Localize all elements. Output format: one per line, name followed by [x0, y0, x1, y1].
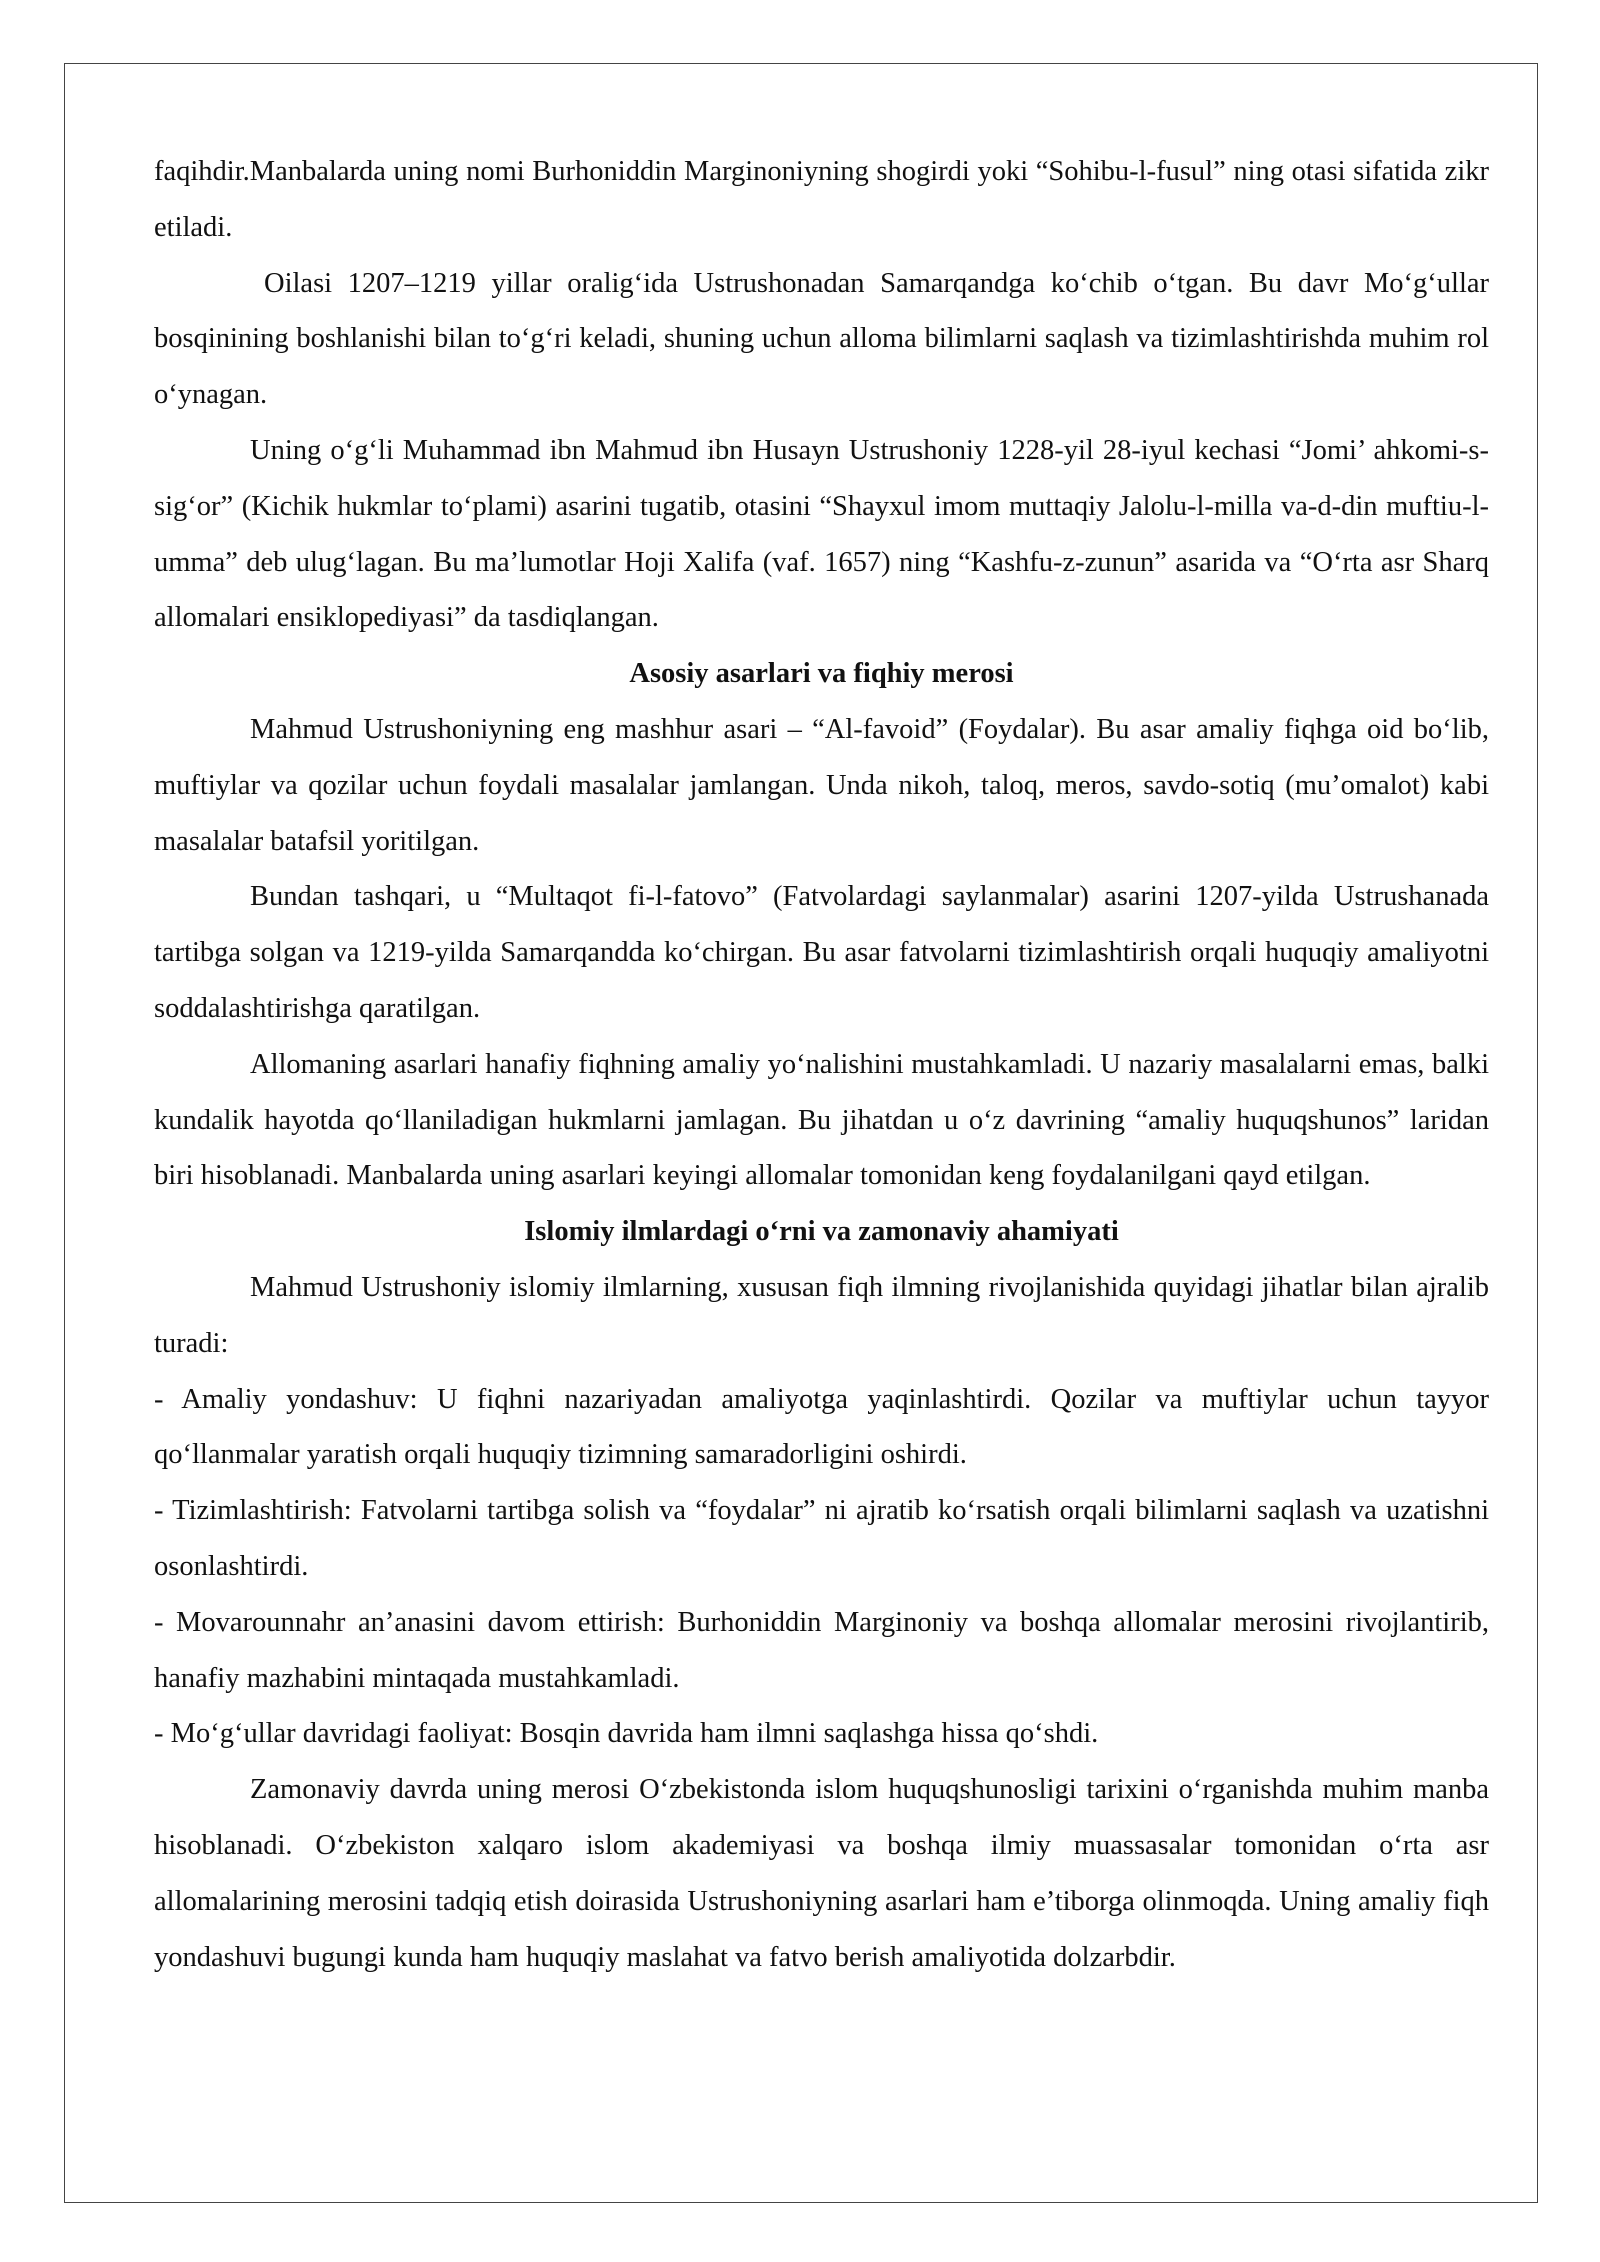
- paragraph: Oilasi 1207–1219 yillar oralig‘ida Ustrushonadan Samarqandga ko‘chib o‘tgan. Bu davr Mo‘g‘ullar bosqinining boshlanishi bilan to‘g‘ri keladi, shuning uchun alloma bilimlarni saqlash va tizimlashtirishda muhim rol o‘ynagan.: [154, 267, 1489, 411]
- list-item: - Mo‘g‘ullar davridagi faoliyat: Bosqin davrida ham ilmni saqlashga hissa qo‘shdi.: [154, 1718, 1099, 1750]
- section-heading: Asosiy asarlari va fiqhiy merosi: [629, 658, 1014, 690]
- document-body: [154, 144, 1489, 1985]
- paragraph: Mahmud Ustrushoniyning eng mashhur asari – “Al-favoid” (Foydalar). Bu asar amaliy fiqhga oid bo‘lib, muftiylar va qozilar uchun foydali masalalar jamlangan. Unda nikoh, taloq, meros, savdo-sotiq (mu’omalot) kabi masalalar batafsil yoritilgan.: [154, 713, 1489, 857]
- list-item: - Amaliy yondashuv: U fiqhni nazariyadan amaliyotga yaqinlashtirdi. Qozilar va muftiylar uchun tayyor qo‘llanmalar yaratish orqali huquqiy tizimning samaradorligini oshirdi.: [154, 1383, 1489, 1471]
- list-item: - Tizimlashtirish: Fatvolarni tartibga solish va “foydalar” ni ajratib ko‘rsatish orqali bilimlarni saqlash va uzatishni osonlashtirdi.: [154, 1495, 1489, 1582]
- paragraph: Uning o‘g‘li Muhammad ibn Mahmud ibn Husayn Ustrushoniy 1228-yil 28-iyul kechasi “Jomi’ ahkomi-s-sig‘or” (Kichik hukmlar to‘plami) asarini tugatib, otasini “Shayxul imom muttaqiy Jalolu-l-milla va-d-din muftiu-l-umma” deb ulug‘lagan. Bu ma’lumotlar Hoji Xalifa (vaf. 1657) ning “Kashfu-z-zunun” asarida va “O‘rta asr Sharq allomalari ensiklopediyasi” da tasdiqlangan.: [154, 434, 1489, 634]
- paragraph: Bundan tashqari, u “Multaqot fi-l-fatovo” (Fatvolardagi saylanmalar) asarini 1207-yilda Ustrushanada tartibga solgan va 1219-yilda Samarqandda ko‘chirgan. Bu asar fatvolarni tizimlashtirish orqali huquqiy amaliyotni soddalashtirishga qaratilgan.: [154, 881, 1489, 1024]
- list-item: - Movarounnahr an’anasini davom ettirish: Burhoniddin Marginoniy va boshqa allomalar merosini rivojlantirib, hanafiy mazhabini mintaqada mustahkamladi.: [154, 1606, 1489, 1694]
- paragraph: Mahmud Ustrushoniy islomiy ilmlarning, xususan fiqh ilmning rivojlanishida quyidagi jihatlar bilan ajralib turadi:: [154, 1271, 1489, 1359]
- section-heading: Islomiy ilmlardagi o‘rni va zamonaviy ahamiyati: [524, 1216, 1119, 1248]
- paragraph: Allomaning asarlari hanafiy fiqhning amaliy yo‘nalishini mustahkamladi. U nazariy masalalarni emas, balki kundalik hayotda qo‘llaniladigan hukmlarni jamlagan. Bu jihatdan u o‘z davrining “amaliy huquqshunos” laridan biri hisoblanadi. Manbalarda uning asarlari keyingi allomalar tomonidan keng foydalanilgani qayd etilgan.: [154, 1048, 1489, 1192]
- paragraph: faqihdir.Manbalarda uning nomi Burhoniddin Marginoniyning shogirdi yoki “Sohibu-l-fusul” ning otasi sifatida zikr etiladi.: [154, 156, 1489, 243]
- paragraph: Zamonaviy davrda uning merosi O‘zbekistonda islom huquqshunosligi tarixini o‘rganishda muhim manba hisoblanadi. O‘zbekiston xalqaro islom akademiyasi va boshqa ilmiy muassasalar tomonidan o‘rta asr allomalarining merosini tadqiq etish doirasida Ustrushoniyning asarlari ham e’tiborga olinmoqda. Uning amaliy fiqh yondashuvi bugungi kunda ham huquqiy maslahat va fatvo berish amaliyotida dolzarbdir.: [154, 1774, 1489, 1973]
